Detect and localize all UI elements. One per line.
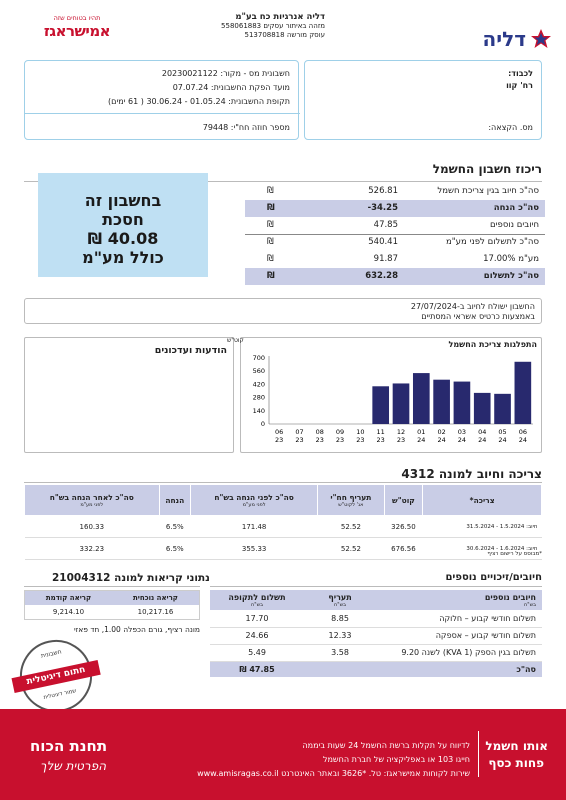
- x-tick-label: 02: [437, 428, 446, 436]
- summary-row-value: 632.28: [365, 271, 398, 281]
- extras-row: [210, 644, 542, 661]
- currency-icon: ₪: [267, 186, 274, 196]
- readings-note: מונה רציף, גורם הכפלה 1.00, חד פאזי: [73, 625, 200, 634]
- extras-sub-charges: בש"ח: [524, 601, 536, 608]
- amisragas-logo: [22, 14, 132, 54]
- extras-row: [210, 610, 542, 627]
- extras-cell: 24.66: [210, 627, 304, 644]
- extras-cell: 5.49: [210, 644, 304, 661]
- stamp-top: חשבונית: [40, 648, 63, 660]
- summary-row: [245, 200, 545, 217]
- currency-icon: ₪: [267, 271, 275, 281]
- consumption-cell: 52.52: [318, 538, 384, 560]
- extras-cell: תשלום חודשי קבוע – אספקה: [376, 627, 542, 644]
- x-tick-label: 08: [315, 428, 324, 436]
- summary-row: [245, 268, 545, 285]
- chart-title: התפלגות צריכת החשמל: [448, 340, 537, 349]
- x-tick-label: 23: [376, 436, 385, 444]
- extras-header-payment: תשלום לתקופה: [228, 592, 286, 602]
- x-tick-label: 12: [396, 428, 406, 436]
- footer-line-3: שירות לקוחות אמישראגז: טל. *3626 ובאתר האינטרנט www.amisragas.co.il: [197, 769, 470, 778]
- consumption-header-label: הנחה: [165, 495, 185, 505]
- bill-period: תקופת החשבונית: 01.05.24 - 30.06.24 ( 61 ימים): [108, 97, 290, 106]
- summary-row-value: 47.85: [373, 220, 398, 230]
- company-id: מזהה באיתור עסקים 558061883: [221, 22, 325, 30]
- consumption-chart: [241, 348, 541, 454]
- consumption-cell: 171.48: [190, 516, 317, 538]
- consumption-header: [190, 485, 317, 516]
- x-tick-label: 03: [457, 428, 467, 436]
- chart-bar: [454, 382, 471, 424]
- x-tick-label: 06: [518, 428, 527, 436]
- y-tick-label: 700: [252, 354, 265, 362]
- consumption-chart-box: [227, 337, 542, 453]
- news-title: הודעות ועדכונים: [154, 345, 227, 356]
- consumption-cell: 6.5%: [159, 538, 190, 560]
- summary-title: ריכוז חשבון החשמל: [432, 162, 542, 176]
- x-tick-label: 23: [295, 436, 304, 444]
- payment-line-2: באמצעות כרטיס אשראי המסתיים: [421, 312, 535, 321]
- summary-row: [245, 234, 545, 251]
- extras-header-charges: חיובים נוספים: [484, 592, 536, 602]
- consumption-header-sub: אג' לקוט"ש: [338, 501, 364, 508]
- dalia-name: דליה: [482, 27, 526, 51]
- consumption-row: [25, 538, 542, 560]
- company-name: דליה אנרגיות כח בע"מ: [235, 12, 325, 22]
- chart-bar: [515, 362, 532, 424]
- x-tick-label: 23: [275, 436, 284, 444]
- current-reading: 10,217.16: [137, 607, 174, 616]
- news-box: [24, 337, 234, 453]
- y-tick-label: 560: [252, 367, 265, 376]
- extras-cell: תשלום חודשי קבוע – חלוקה: [376, 610, 542, 627]
- chart-bar: [413, 373, 430, 424]
- bill-info-box: [24, 60, 299, 140]
- extras-cell: 8.85: [304, 610, 376, 627]
- payment-line-1: החשבון ישולח לחיוב ב-27/07/2024: [410, 302, 535, 311]
- summary-row-value: 91.87: [373, 254, 398, 264]
- y-tick-label: 0: [260, 420, 265, 428]
- x-tick-label: 05: [498, 428, 507, 436]
- consumption-header-label: קוט"ש: [392, 495, 415, 505]
- readings-table: [24, 590, 200, 620]
- consumption-header-label: סה"כ לאחר הנחה בש"ח: [49, 492, 134, 502]
- extras-cell: 17.70: [210, 610, 304, 627]
- consumption-header: [423, 485, 542, 516]
- summary-row-label: סה"כ לתשלום: [483, 271, 539, 281]
- summary-row: [245, 217, 545, 234]
- chart-bar: [433, 380, 450, 424]
- consumption-cell: 326.50: [384, 516, 423, 538]
- consumption-header-label: תעריף חח"י: [330, 492, 372, 502]
- consumption-header-label: צריכה*: [469, 495, 495, 505]
- summary-row: [245, 183, 545, 200]
- issue-date: מועד הפקת החשבונית: 07.07.24: [172, 83, 290, 92]
- x-tick-label: 10: [356, 428, 365, 436]
- chart-bar: [372, 386, 389, 424]
- readings-header-previous: קריאה קודמת: [45, 593, 92, 602]
- x-tick-label: 23: [335, 436, 345, 444]
- extras-sub-payment: בש"ח: [251, 601, 263, 608]
- consumption-row: [25, 516, 542, 538]
- savings-box: [38, 173, 208, 277]
- consumption-cell: 52.52: [318, 516, 384, 538]
- consumption-cell: 160.33: [25, 516, 160, 538]
- extras-cell: 3.58: [304, 644, 376, 661]
- footer-banner: [0, 709, 566, 800]
- footer-line-2: חייגו 103 או באפליקציה של חברת החשמל: [322, 755, 470, 764]
- customer-address-box: [304, 60, 542, 140]
- readings-title: נתוני קריאות למונה 21004312: [52, 572, 210, 584]
- chart-bar: [393, 383, 410, 424]
- consumption-header: [159, 485, 190, 516]
- footer-line-1: לדיווח על תקלות ברשת החשמל 24 שעות ביממה: [302, 741, 470, 750]
- consumption-table: [24, 484, 542, 560]
- consumption-cell: 355.33: [190, 538, 317, 560]
- consumption-cell: 332.23: [25, 538, 160, 560]
- consumption-header-sub: לפני מע"מ: [242, 501, 266, 508]
- savings-line-4: כולל מע"מ: [82, 248, 164, 267]
- consumption-header-sub: לפני מע"מ: [80, 501, 104, 508]
- currency-icon: ₪: [267, 237, 274, 247]
- savings-amount: 40.08 ₪: [87, 229, 159, 248]
- chart-bar: [494, 394, 511, 424]
- x-tick-label: 24: [457, 436, 467, 444]
- previous-reading: 9,214.10: [52, 607, 85, 616]
- currency-icon: ₪: [267, 220, 274, 230]
- stamp-mid: חתום דיגיטלית: [12, 660, 101, 693]
- allocation-label: מס. הקצאה:: [488, 123, 533, 132]
- digital-signature-stamp: [13, 633, 98, 718]
- consumption-cell: חיוב: 1.5.2024 - 31.5.2024: [423, 516, 542, 538]
- extras-cell: תשלום בגין הספק (KVA 1) לשנה 9.20: [376, 644, 542, 661]
- consumption-cell: 676.56: [384, 538, 423, 560]
- x-tick-label: 24: [518, 436, 527, 444]
- summary-row-label: סה"כ לתשלום לפני מע"מ: [445, 237, 539, 247]
- consumption-header: [384, 485, 423, 516]
- amisragas-tagline: תהיו בטוחים שזה: [53, 14, 101, 22]
- x-tick-label: 23: [356, 436, 365, 444]
- footer-slogan-1: אותו חשמל: [485, 739, 548, 753]
- dalia-star-icon: [530, 28, 552, 50]
- extras-cell: 12.33: [304, 627, 376, 644]
- savings-line-1: בחשבון זה: [84, 191, 162, 210]
- readings-header-current: קריאה נוכחית: [133, 593, 178, 602]
- footer-slogan-2: פחות כסף: [488, 756, 544, 770]
- extras-row: [210, 627, 542, 644]
- x-tick-label: 11: [376, 428, 385, 436]
- extras-header-rate: תעריף: [328, 592, 352, 602]
- summary-row-label: סה"כ חיוב בגין צריכת חשמל: [437, 186, 539, 196]
- chart-bar: [474, 393, 491, 424]
- x-tick-label: 04: [478, 428, 487, 436]
- summary-row-value: 526.81: [368, 186, 398, 196]
- extras-sub-rate: בש"ח: [334, 601, 346, 608]
- extras-title: חיובים/זיכויים נוספים: [445, 572, 542, 583]
- summary-row-label: מע"מ 17.00%: [483, 254, 539, 264]
- x-tick-label: 24: [417, 436, 426, 444]
- consumption-cell: 6.5%: [159, 516, 190, 538]
- amisragas-name: אמישראגז: [43, 22, 111, 40]
- customer-street: רח' קוו: [506, 81, 533, 90]
- y-tick-label: 420: [252, 380, 265, 389]
- chart-ylabel: קוט"ש: [227, 337, 244, 344]
- bill-number: חשבונית מס - מקור: 20230021122: [161, 69, 290, 78]
- footer-brand-2: הפרטית שלך: [40, 759, 107, 773]
- consumption-header: [318, 485, 384, 516]
- footer-brand-1: תחנת הכוח: [30, 737, 108, 755]
- savings-line-2: חסכת: [102, 210, 144, 229]
- consumption-header-label: סה"כ לפני הנחה בש"ח: [214, 492, 294, 502]
- x-tick-label: 23: [315, 436, 324, 444]
- summary-row: [245, 251, 545, 268]
- x-tick-label: 24: [437, 436, 446, 444]
- consumption-cell: חיוב: 1.6.2024 - 30.6.2024: [423, 538, 542, 560]
- summary-row-value: 540.41: [368, 237, 398, 247]
- contract-number: מספר חוזה חח"י: 79448: [202, 123, 290, 132]
- payment-box: [24, 298, 542, 324]
- dalia-logo: [462, 26, 552, 52]
- summary-row-value: -34.25: [367, 203, 398, 213]
- consumption-note: *מבוסס על רישום רציף: [487, 551, 542, 557]
- x-tick-label: 06: [275, 428, 284, 436]
- x-tick-label: 07: [295, 428, 304, 436]
- y-tick-label: 140: [252, 406, 265, 415]
- x-tick-label: 24: [498, 436, 507, 444]
- company-info: [205, 13, 325, 40]
- currency-icon: ₪: [267, 203, 275, 213]
- x-tick-label: 24: [478, 436, 487, 444]
- currency-icon: ₪: [267, 254, 274, 264]
- extras-total-label: סה"כ: [516, 664, 536, 674]
- to-label: לכבוד:: [508, 69, 533, 78]
- dealer-id: עוסק מורשה 513708818: [244, 31, 325, 39]
- x-tick-label: 23: [396, 436, 406, 444]
- summary-row-label: סה"כ הנחה: [493, 203, 539, 213]
- y-tick-label: 280: [252, 393, 265, 402]
- extras-table: [210, 590, 542, 677]
- extras-total: 47.85 ₪: [239, 664, 275, 674]
- stamp-bottom: שמור דיגיטלית: [43, 688, 77, 701]
- summary-row-label: חיובים נוספים: [489, 220, 539, 230]
- x-tick-label: 09: [335, 428, 345, 436]
- x-tick-label: 01: [417, 428, 426, 436]
- consumption-title: צריכה וחיוב למונה 4312: [401, 467, 542, 481]
- consumption-header: [25, 485, 160, 516]
